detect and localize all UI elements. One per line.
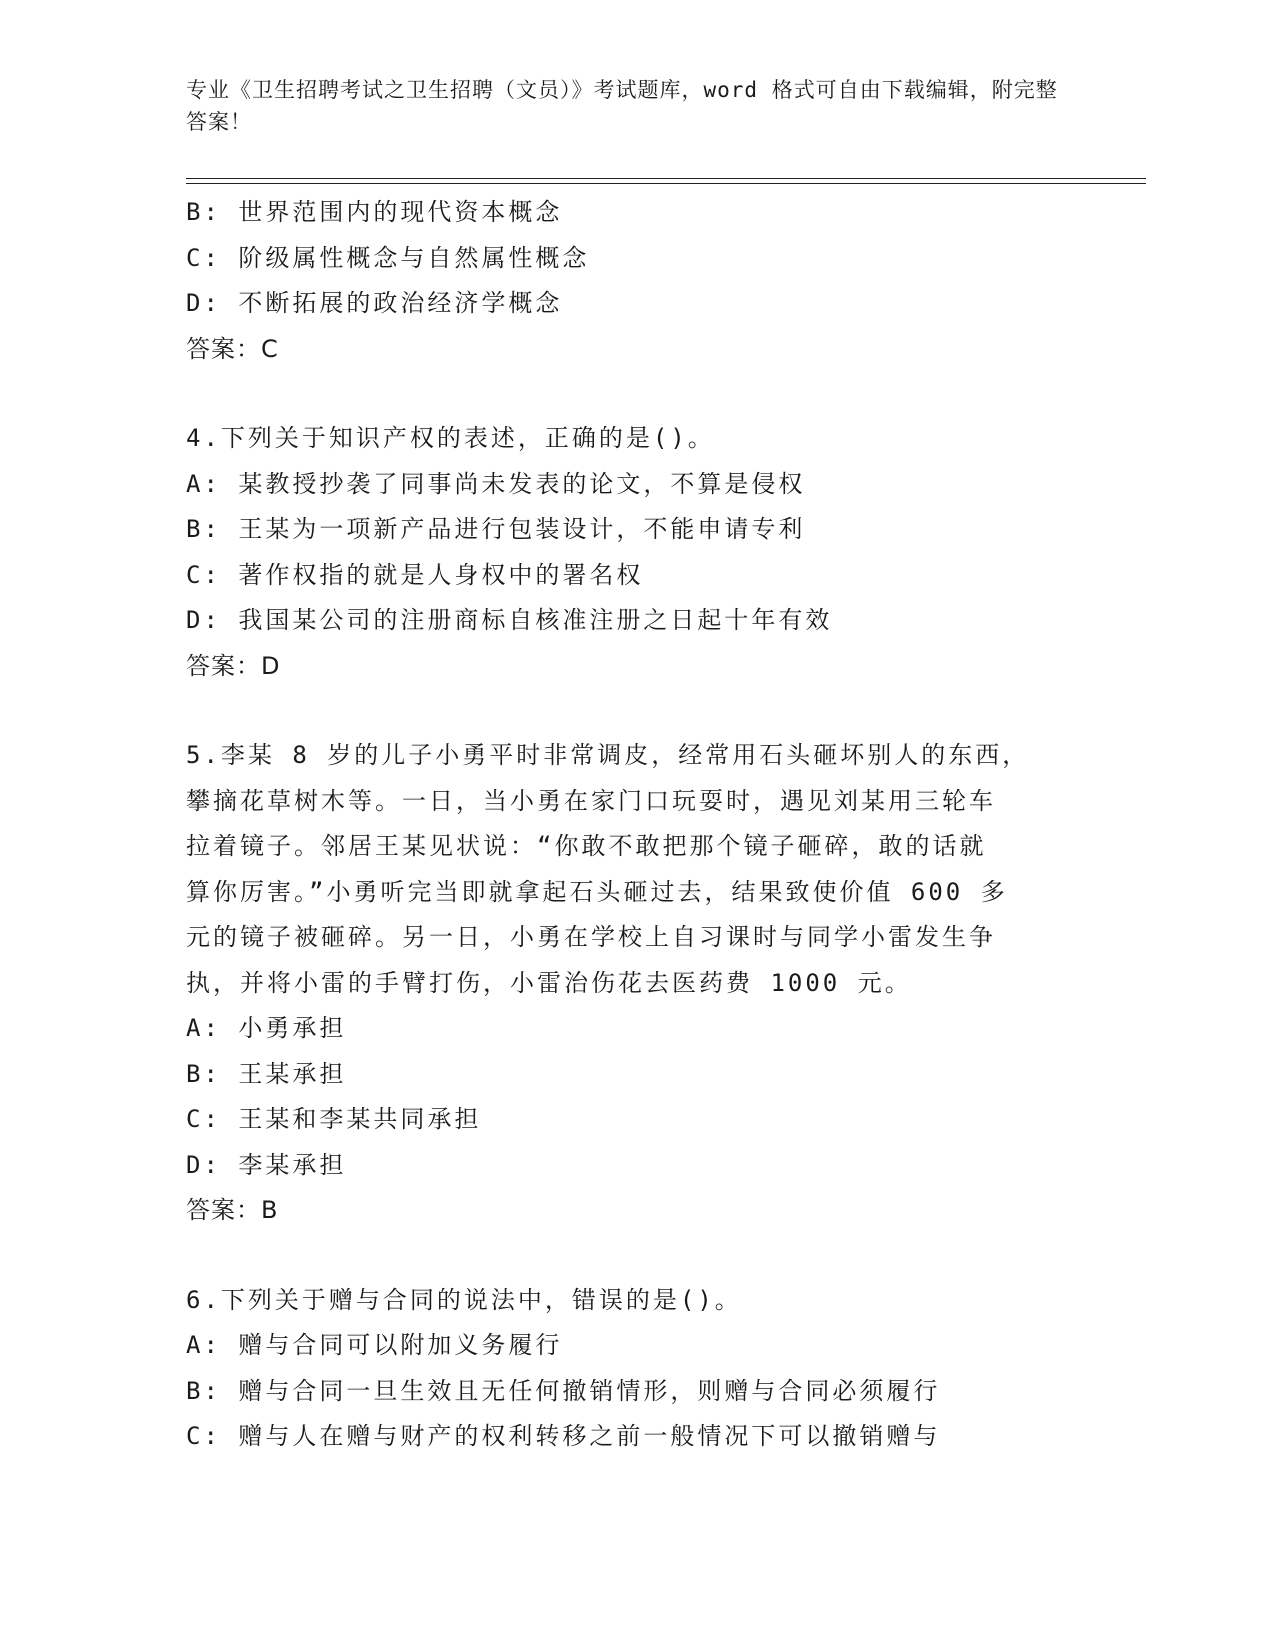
question-5 [186, 733, 1066, 1234]
option-d: D: 我国某公司的注册商标自核准注册之日起十年有效 [186, 606, 833, 634]
header-divider-bottom [186, 183, 1146, 184]
spacer [186, 1234, 1066, 1278]
spacer [186, 372, 1066, 416]
option-c: C: 著作权指的就是人身权中的署名权 [186, 560, 644, 589]
answer-line: 答案：B [186, 1196, 279, 1224]
option-a: A: 某教授抄袭了同事尚未发表的论文，不算是侵权 [186, 469, 806, 498]
option-d: D: 李某承担 [186, 1150, 347, 1179]
option-b: B: 王某承担 [186, 1059, 347, 1088]
question-stem-line: 执，并将小雷的手臂打伤，小雷治伤花去医药费 1000 元。 [186, 968, 912, 997]
question-stem: 4.下列关于知识产权的表述，正确的是()。 [186, 424, 715, 452]
question-3-tail [186, 190, 1066, 372]
option-c: C: 赠与人在赠与财产的权利转移之前一般情况下可以撤销赠与 [186, 1422, 941, 1450]
question-stem-line: 元的镜子被砸碎。另一日，小勇在学校上自习课时与同学小雷发生争 [186, 923, 996, 951]
option-d: D: 不断拓展的政治经济学概念 [186, 289, 563, 317]
answer-line: 答案：D [186, 651, 281, 680]
option-c: C: 阶级属性概念与自然属性概念 [186, 243, 590, 272]
header-title: 专业《卫生招聘考试之卫生招聘（文员）》考试题库，word 格式可自由下载编辑，附完整答案！ [186, 78, 1058, 134]
question-6 [186, 1278, 1066, 1460]
question-stem-line: 攀摘花草树木等。一日，当小勇在家门口玩耍时，遇见刘某用三轮车 [186, 786, 996, 815]
question-stem-line: 算你厉害。”小勇听完当即就拿起石头砸过去，结果致使价值 600 多 [186, 877, 1008, 906]
question-stem-line: 拉着镜子。邻居王某见状说：“你敢不敢把那个镜子砸碎，敢的话就 [186, 832, 987, 860]
spacer [186, 689, 1066, 733]
option-a: A: 赠与合同可以附加义务履行 [186, 1331, 563, 1359]
document-header [186, 74, 1066, 138]
option-b: B: 王某为一项新产品进行包装设计，不能申请专利 [186, 515, 806, 543]
header-divider-top [186, 178, 1146, 179]
option-c: C: 王某和李某共同承担 [186, 1105, 482, 1133]
question-content [186, 190, 1066, 1460]
answer-line: 答案：C [186, 334, 279, 363]
option-a: A: 小勇承担 [186, 1014, 347, 1042]
question-4 [186, 416, 1066, 689]
question-stem: 6.下列关于赠与合同的说法中，错误的是()。 [186, 1285, 742, 1314]
question-stem-line: 5.李某 8 岁的儿子小勇平时非常调皮，经常用石头砸坏别人的东西， [186, 741, 1030, 769]
option-b: B: 赠与合同一旦生效且无任何撤销情形，则赠与合同必须履行 [186, 1376, 941, 1405]
option-b: B: 世界范围内的现代资本概念 [186, 198, 563, 226]
